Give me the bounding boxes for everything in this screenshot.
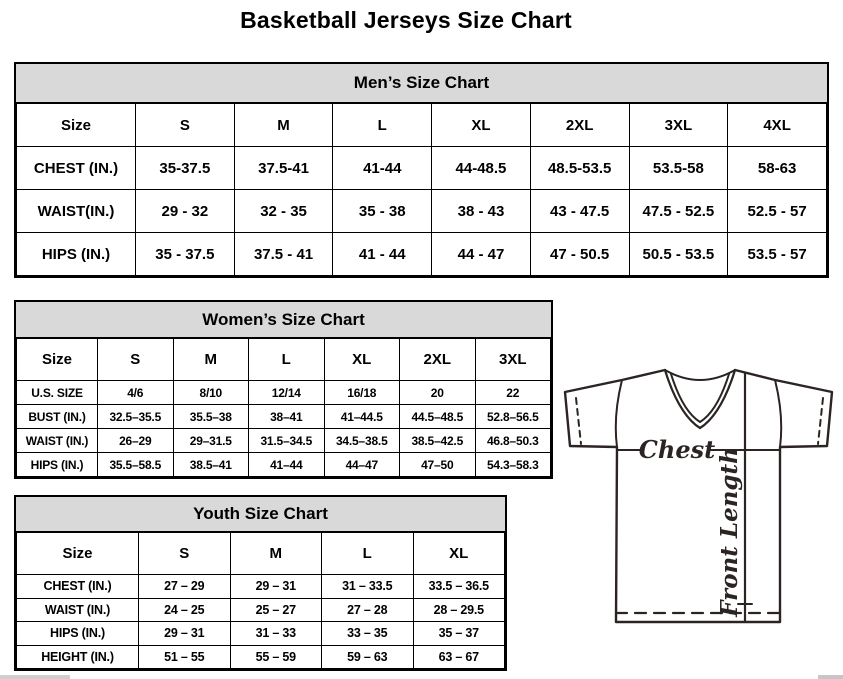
youth-hips-row xyxy=(17,622,505,646)
mens-size-cell: 43 - 47.5 xyxy=(530,190,629,233)
youth-height-row xyxy=(17,645,505,669)
youth-size-cell: 29 – 31 xyxy=(139,622,231,646)
youth-size-cell: 31 – 33.5 xyxy=(322,575,414,599)
womens-row-label: HIPS (IN.) xyxy=(17,453,98,477)
womens-col-header: M xyxy=(173,339,249,381)
womens-size-cell: 8/10 xyxy=(173,381,249,405)
mens-size-cell: 44 - 47 xyxy=(432,233,531,276)
youth-size-cell: 55 – 59 xyxy=(230,645,322,669)
youth-chest-row xyxy=(17,575,505,599)
mens-col-header: 2XL xyxy=(530,104,629,147)
mens-table-title: Men’s Size Chart xyxy=(16,64,827,103)
youth-waist-row xyxy=(17,598,505,622)
mens-col-header: XL xyxy=(432,104,531,147)
womens-col-header: XL xyxy=(324,339,400,381)
mens-col-header: 3XL xyxy=(629,104,728,147)
youth-header-row xyxy=(17,533,505,575)
womens-size-cell: 35.5–58.5 xyxy=(98,453,174,477)
womens-row-label: BUST (IN.) xyxy=(17,405,98,429)
horizontal-scrollbar-fragment-right[interactable] xyxy=(818,675,843,679)
mens-chest-row xyxy=(17,147,827,190)
womens-col-header: Size xyxy=(17,339,98,381)
womens-size-cell: 38.5–41 xyxy=(173,453,249,477)
womens-size-cell: 20 xyxy=(400,381,476,405)
womens-size-cell: 54.3–58.3 xyxy=(475,453,551,477)
jersey-armhole-seam-right xyxy=(775,380,781,447)
mens-col-header: 4XL xyxy=(728,104,827,147)
mens-size-cell: 53.5-58 xyxy=(629,147,728,190)
womens-size-cell: 41–44.5 xyxy=(324,405,400,429)
womens-size-cell: 34.5–38.5 xyxy=(324,429,400,453)
mens-size-cell: 44-48.5 xyxy=(432,147,531,190)
youth-size-cell: 33 – 35 xyxy=(322,622,414,646)
womens-size-cell: 29–31.5 xyxy=(173,429,249,453)
womens-ussize-row xyxy=(17,381,551,405)
youth-row-label: HEIGHT (IN.) xyxy=(17,645,139,669)
womens-size-cell: 32.5–35.5 xyxy=(98,405,174,429)
jersey-outline xyxy=(565,370,832,622)
mens-size-cell: 35-37.5 xyxy=(136,147,235,190)
mens-size-cell: 52.5 - 57 xyxy=(728,190,827,233)
womens-row-label: U.S. SIZE xyxy=(17,381,98,405)
youth-table-title: Youth Size Chart xyxy=(16,497,505,532)
womens-size-cell: 46.8–50.3 xyxy=(475,429,551,453)
youth-size-cell: 24 – 25 xyxy=(139,598,231,622)
youth-size-cell: 31 – 33 xyxy=(230,622,322,646)
youth-col-header: L xyxy=(322,533,414,575)
youth-size-cell: 33.5 – 36.5 xyxy=(413,575,505,599)
youth-size-table xyxy=(14,495,507,671)
youth-size-cell: 27 – 29 xyxy=(139,575,231,599)
womens-size-cell: 31.5–34.5 xyxy=(249,429,325,453)
mens-size-table xyxy=(14,62,829,278)
womens-row-label: WAIST (IN.) xyxy=(17,429,98,453)
mens-size-cell: 38 - 43 xyxy=(432,190,531,233)
womens-bust-row xyxy=(17,405,551,429)
sleeve-cuff-dashed-left xyxy=(576,398,581,444)
youth-row-label: WAIST (IN.) xyxy=(17,598,139,622)
mens-row-label: HIPS (IN.) xyxy=(17,233,136,276)
mens-size-cell: 47.5 - 52.5 xyxy=(629,190,728,233)
womens-size-cell: 12/14 xyxy=(249,381,325,405)
mens-size-cell: 50.5 - 53.5 xyxy=(629,233,728,276)
youth-col-header: XL xyxy=(413,533,505,575)
mens-size-cell: 29 - 32 xyxy=(136,190,235,233)
youth-size-cell: 29 – 31 xyxy=(230,575,322,599)
womens-size-table xyxy=(14,300,553,479)
youth-table-grid xyxy=(16,532,505,669)
womens-table-title: Women’s Size Chart xyxy=(16,302,551,338)
mens-size-cell: 32 - 35 xyxy=(234,190,333,233)
mens-size-cell: 53.5 - 57 xyxy=(728,233,827,276)
womens-waist-row xyxy=(17,429,551,453)
youth-col-header: M xyxy=(230,533,322,575)
youth-size-cell: 27 – 28 xyxy=(322,598,414,622)
womens-col-header: L xyxy=(249,339,325,381)
mens-row-label: CHEST (IN.) xyxy=(17,147,136,190)
youth-row-label: HIPS (IN.) xyxy=(17,622,139,646)
mens-size-cell: 37.5 - 41 xyxy=(234,233,333,276)
sleeve-cuff-dashed-right xyxy=(818,398,823,444)
womens-size-cell: 44–47 xyxy=(324,453,400,477)
womens-col-header: 3XL xyxy=(475,339,551,381)
mens-size-cell: 35 - 37.5 xyxy=(136,233,235,276)
youth-size-cell: 63 – 67 xyxy=(413,645,505,669)
jersey-armhole-seam-left xyxy=(616,380,622,447)
mens-table-grid xyxy=(16,103,827,276)
youth-row-label: CHEST (IN.) xyxy=(17,575,139,599)
womens-size-cell: 16/18 xyxy=(324,381,400,405)
womens-size-cell: 26–29 xyxy=(98,429,174,453)
mens-size-cell: 41 - 44 xyxy=(333,233,432,276)
womens-header-row xyxy=(17,339,551,381)
front-length-label: Front Length xyxy=(716,447,743,617)
youth-col-header: Size xyxy=(17,533,139,575)
womens-table-grid xyxy=(16,338,551,477)
youth-size-cell: 25 – 27 xyxy=(230,598,322,622)
mens-size-cell: 58-63 xyxy=(728,147,827,190)
womens-col-header: 2XL xyxy=(400,339,476,381)
youth-size-cell: 51 – 55 xyxy=(139,645,231,669)
jersey-collar-v-inner xyxy=(671,374,729,422)
womens-size-cell: 22 xyxy=(475,381,551,405)
mens-header-row xyxy=(17,104,827,147)
mens-size-cell: 41-44 xyxy=(333,147,432,190)
womens-col-header: S xyxy=(98,339,174,381)
youth-size-cell: 59 – 63 xyxy=(322,645,414,669)
womens-size-cell: 41–44 xyxy=(249,453,325,477)
jersey-measurement-diagram xyxy=(556,364,843,649)
mens-hips-row xyxy=(17,233,827,276)
mens-waist-row xyxy=(17,190,827,233)
horizontal-scrollbar-fragment-left[interactable] xyxy=(0,675,70,679)
mens-col-header: S xyxy=(136,104,235,147)
chest-label: Chest xyxy=(638,435,716,464)
mens-row-label: WAIST(IN.) xyxy=(17,190,136,233)
youth-size-cell: 35 – 37 xyxy=(413,622,505,646)
womens-size-cell: 52.8–56.5 xyxy=(475,405,551,429)
womens-size-cell: 38.5–42.5 xyxy=(400,429,476,453)
womens-size-cell: 38–41 xyxy=(249,405,325,429)
page-title: Basketball Jerseys Size Chart xyxy=(240,7,572,33)
womens-size-cell: 4/6 xyxy=(98,381,174,405)
mens-size-cell: 37.5-41 xyxy=(234,147,333,190)
womens-size-cell: 44.5–48.5 xyxy=(400,405,476,429)
womens-size-cell: 47–50 xyxy=(400,453,476,477)
youth-size-cell: 28 – 29.5 xyxy=(413,598,505,622)
mens-size-cell: 47 - 50.5 xyxy=(530,233,629,276)
youth-col-header: S xyxy=(139,533,231,575)
womens-hips-row xyxy=(17,453,551,477)
jersey-collar-v-outer xyxy=(665,370,735,428)
mens-size-cell: 35 - 38 xyxy=(333,190,432,233)
jersey-collar-back-curve xyxy=(665,370,735,380)
mens-col-header: L xyxy=(333,104,432,147)
womens-size-cell: 35.5–38 xyxy=(173,405,249,429)
mens-col-header: M xyxy=(234,104,333,147)
mens-size-cell: 48.5-53.5 xyxy=(530,147,629,190)
mens-col-header: Size xyxy=(17,104,136,147)
